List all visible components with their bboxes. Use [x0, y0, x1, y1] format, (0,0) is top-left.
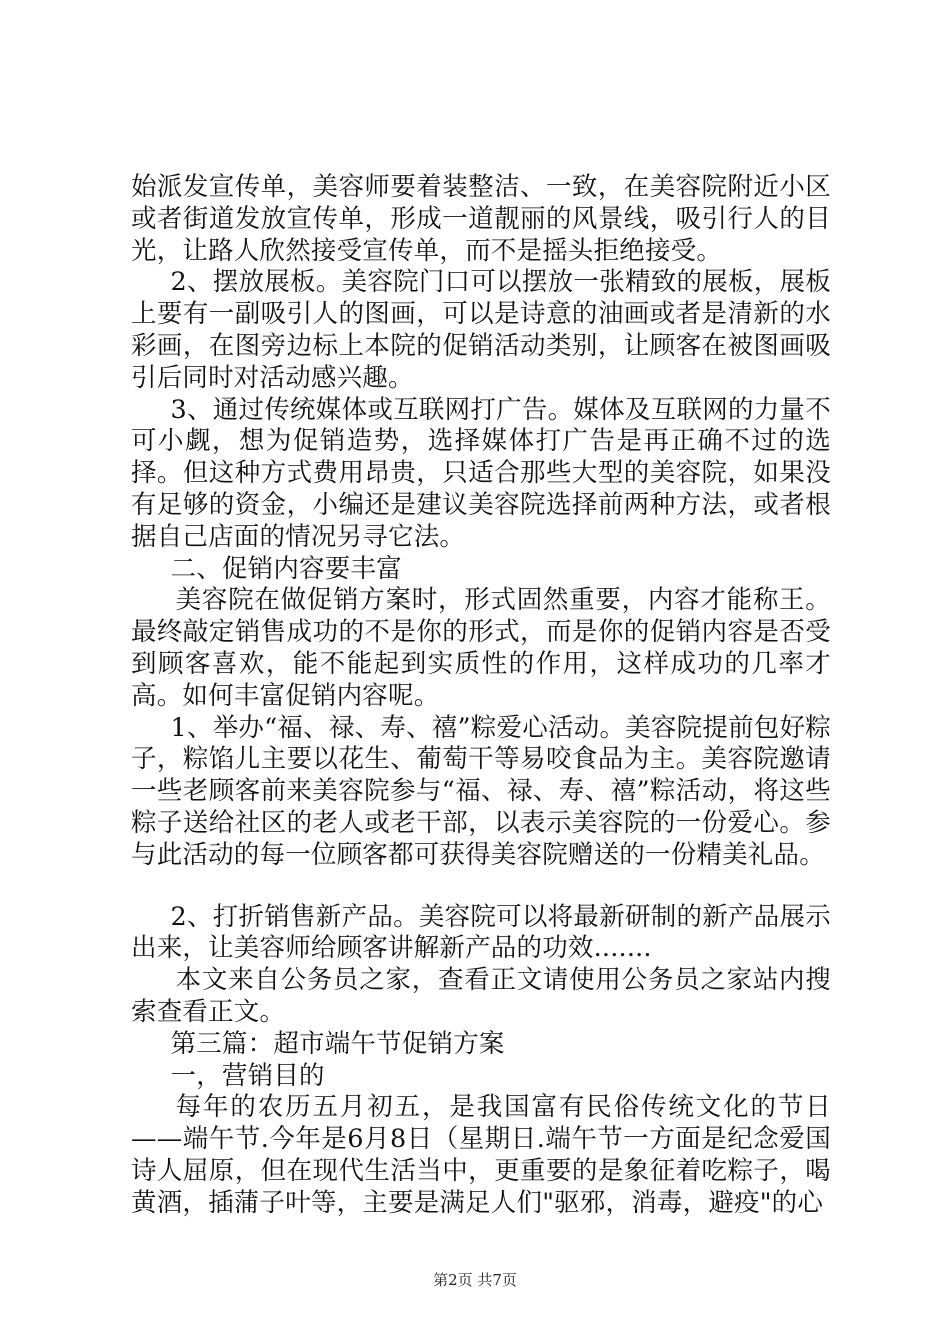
section-heading-promo-content: 二、促销内容要丰富 — [170, 553, 402, 584]
paragraph-media-advertising: 3、通过传统媒体或互联网打广告。媒体及互联网的力量不可小觑，想为促销造势，选择媒体打广告是再正确不过的选择。但这种方式费用昂贵，只适合那些大型的美容院，如果没有足够的资金，小编还是建议美容院选择前两种方法，或者根据自己店面的情况另寻它法。 — [131, 394, 831, 552]
paragraph-discount-products: 2、打折销售新产品。美容院可以将最新研制的新产品展示出来，让美容师给顾客讲解新产品的功效....... — [131, 901, 831, 964]
paragraph-zongzi-activity: 1、举办“福、禄、寿、禧”粽爱心活动。美容院提前包好粽子，粽馅儿主要以花生、葡萄干等易咬食品为主。美容院邀请一些老顾客前来美容院参与“福、禄、寿、禧”粽活动，将这些粽子送给社区的老人或老干部，以表示美容院的一份爱心。参与此活动的每一位顾客都可获得美容院赠送的一份精美礼品。 — [131, 712, 831, 870]
paragraph-promo-content: 美容院在做促销方案时，形式固然重要，内容才能称王。最终敲定销售成功的不是你的形式，而是你的促销内容是否受到顾客喜欢，能不能起到实质性的作用，这样成功的几率才高。如何丰富促销内容呢。 — [131, 585, 831, 711]
heading-chapter-three: 第三篇：超市端午节促销方案 — [170, 1028, 505, 1059]
document-body — [131, 172, 831, 1220]
heading-marketing-purpose: 一，营销目的 — [170, 1060, 325, 1091]
paragraph-source-note: 本文来自公务员之家，查看正文请使用公务员之家站内搜索查看正文。 — [131, 965, 831, 1027]
paragraph-leaflets-continued: 始派发宣传单，美容师要着装整洁、一致，在美容院附近小区或者街道发放宣传单，形成一道靓丽的风景线，吸引行人的目光，让路人欣然接受宣传单，而不是摇头拒绝接受。 — [131, 172, 831, 266]
paragraph-dragon-boat-festival: 每年的农历五月初五，是我国富有民俗传统文化的节日——端午节.今年是6月8日（星期日.端午节一方面是纪念爱国诗人屈原，但在现代生活当中，更重要的是象征着吃粽子，喝黄酒，插蒲子叶等，主要是满足人们"驱邪，消毒，避疫"的心 — [131, 1092, 831, 1218]
page-number-footer: 第2页 共7页 — [433, 1271, 517, 1289]
paragraph-display-board: 2、摆放展板。美容院门口可以摆放一张精致的展板，展板上要有一副吸引人的图画，可以是诗意的油画或者是清新的水彩画，在图旁边标上本院的促销活动类别，让顾客在被图画吸引后同时对活动感兴趣。 — [131, 267, 831, 393]
